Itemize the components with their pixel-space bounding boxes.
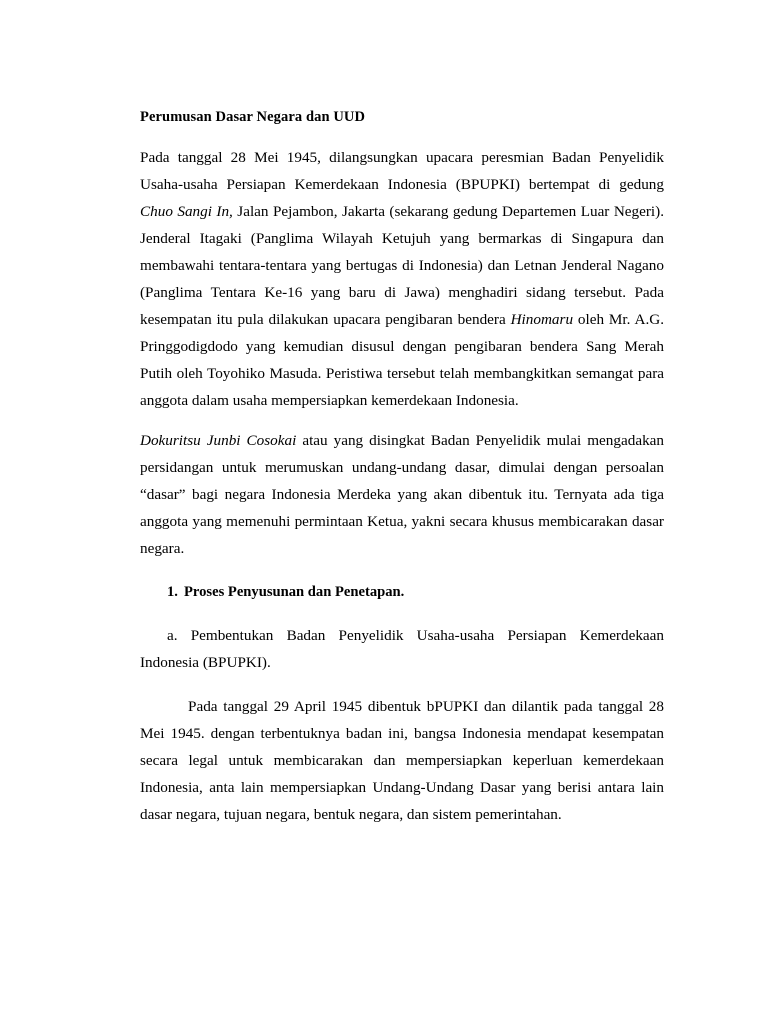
document-body [140,104,664,828]
sub-list-item-a: a. Pembentukan Badan Penyelidik Usaha-usaha Persiapan Kemerdekaan Indonesia (BPUPKI). [140,627,664,671]
italic-dokuritsu-junbi-cosokai: Dokuritsu Junbi Cosokai [140,432,297,449]
list-marker-1: 1. [167,584,178,600]
list-heading-item-1 [140,579,664,606]
page-title: Perumusan Dasar Negara dan UUD [140,109,366,125]
paragraph-2-text-part-1: atau yang disingkat Badan Penyelidik mulai mengadakan persidangan untuk merumuskan undang-undang dasar, dimulai dengan persoalan “dasar” bagi negara Indonesia Merdeka yang akan dibentuk itu. Ternyata ada tiga anggota yang memenuhi permintaan Ketua, yakni secara khusus membicarakan dasar negara. [140,432,664,557]
paragraph-1-text-part-1: Pada tanggal 28 Mei 1945, dilangsungkan upacara peresmian Badan Penyelidik Usaha-usaha Persiapan Kemerdekaan Indonesia (BPUPKI) bertempat di gedung [140,149,664,193]
paragraph-3: Pada tanggal 29 April 1945 dibentuk bPUPKI dan dilantik pada tanggal 28 Mei 1945. dengan terbentuknya badan ini, bangsa Indonesia mendapat kesempatan secara legal untuk membicarakan dan mempersiapkan keperluan kemerdekaan Indonesia, anta lain mempersiapkan Undang-Undang Dasar yang berisi antara lain dasar negara, tujuan negara, bentuk negara, dan sistem pemerintahan. [140,698,664,823]
paragraph-1-text-part-2: Jalan Pejambon, Jakarta (sekarang gedung Departemen Luar Negeri). Jenderal Itagaki (Panglima Wilayah Ketujuh yang bermarkas di Singapura dan membawahi tentara-tentara yang bertugas di Indonesia) dan Letnan Jenderal Nagano (Panglima Tentara Ke-16 yang baru di Jawa) menghadiri sidang tersebut. Pada kesempatan itu pula dilakukan upacara pengibaran bendera [140,203,664,328]
paragraph-2 [140,427,664,562]
italic-hinomaru: Hinomaru [510,311,574,328]
italic-chuo-sangi-in: Chuo Sangi In, [140,203,233,220]
paragraph-1-text-part-3: oleh Mr. A.G. Pringgodigdodo yang kemudian disusul dengan pengibaran bendera Sang Merah Putih oleh Toyohiko Masuda. Peristiwa tersebut telah membangkitkan semangat para anggota dalam usaha mempersiapkan kemerdekaan Indonesia. [140,311,665,409]
list-heading-label: Proses Penyusunan dan Penetapan. [184,584,405,600]
paragraph-1 [140,144,664,414]
